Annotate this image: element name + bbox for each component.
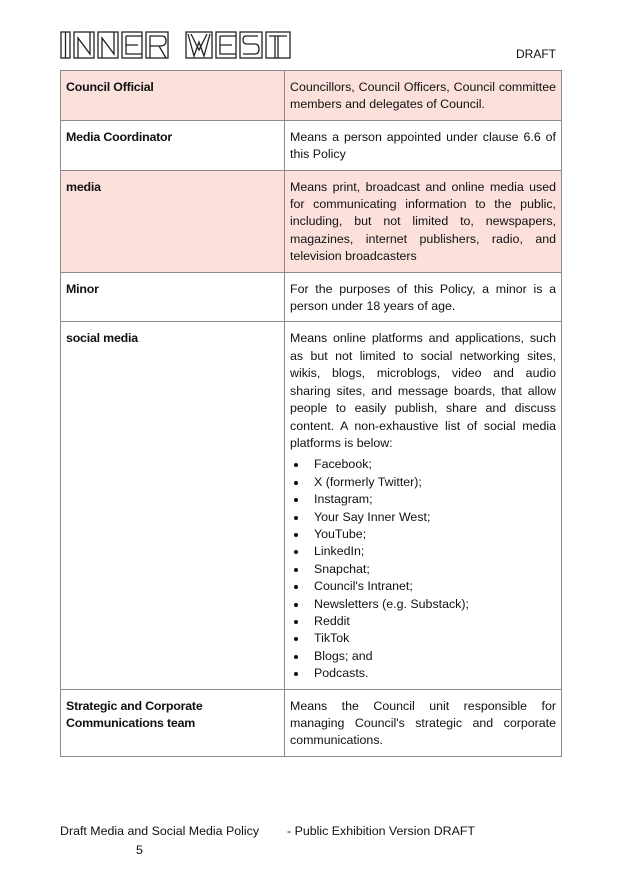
list-item: • Facebook; bbox=[308, 456, 556, 473]
definition-cell: Councillors, Council Officers, Council committee members and delegates of Council. bbox=[285, 71, 562, 121]
term-cell: Media Coordinator bbox=[61, 120, 285, 170]
list-item: • Podcasts. bbox=[308, 665, 556, 682]
term-cell: social media bbox=[61, 322, 285, 689]
definition-row-social-media bbox=[61, 322, 562, 689]
list-item: • YouTube; bbox=[308, 526, 556, 543]
list-item: • LinkedIn; bbox=[308, 543, 556, 560]
term-cell: Minor bbox=[61, 272, 285, 322]
list-item: • Council's Intranet; bbox=[308, 578, 556, 595]
list-item: • Your Say Inner West; bbox=[308, 509, 556, 526]
definition-cell: Means a person appointed under clause 6.6 of this Policy bbox=[285, 120, 562, 170]
page-footer bbox=[60, 824, 475, 857]
definition-cell: Means the Council unit responsible for managing Council's strategic and corporate communications. bbox=[285, 689, 562, 756]
definitions-table bbox=[60, 70, 562, 757]
logo-text: INNER WEST bbox=[60, 30, 67, 31]
definition-text: Means online platforms and applications, such as but not limited to social networking sites, wikis, blogs, microblogs, video and audio sharing sites, and message boards, that allow people to easily publish, share and discuss content. A non-exhaustive list of social media platforms is below: bbox=[290, 331, 556, 450]
definition-row-strategic-communications bbox=[61, 689, 562, 756]
list-item: • Newsletters (e.g. Substack); bbox=[308, 596, 556, 613]
list-item: • TikTok bbox=[308, 630, 556, 647]
list-item: • Reddit bbox=[308, 613, 556, 630]
footer-document-title: Draft Media and Social Media Policy bbox=[60, 824, 260, 838]
list-item: • Snapchat; bbox=[308, 561, 556, 578]
definition-row-media-coordinator bbox=[61, 120, 562, 170]
definition-cell: For the purposes of this Policy, a minor is a person under 18 years of age. bbox=[285, 272, 562, 322]
page-number: 5 bbox=[136, 843, 143, 857]
term-cell: Strategic and Corporate Communications team bbox=[61, 689, 285, 756]
list-item: • X (formerly Twitter); bbox=[308, 474, 556, 491]
definition-row-council-official bbox=[61, 71, 562, 121]
term-cell: Council Official bbox=[61, 71, 285, 121]
definition-cell: Means print, broadcast and online media used for communicating information to the public, including, but not limited to, newspapers, magazines, internet publishers, radio, and television broadcasters bbox=[285, 170, 562, 272]
definition-row-media bbox=[61, 170, 562, 272]
definition-cell bbox=[285, 322, 562, 689]
footer-version-label: - Public Exhibition Version DRAFT bbox=[287, 824, 475, 838]
inner-west-logo bbox=[60, 30, 298, 60]
social-media-platform-list bbox=[290, 456, 556, 682]
term-cell: media bbox=[61, 170, 285, 272]
list-item: • Blogs; and bbox=[308, 648, 556, 665]
definition-row-minor bbox=[61, 272, 562, 322]
draft-status-label: DRAFT bbox=[516, 47, 556, 61]
list-item: • Instagram; bbox=[308, 491, 556, 508]
